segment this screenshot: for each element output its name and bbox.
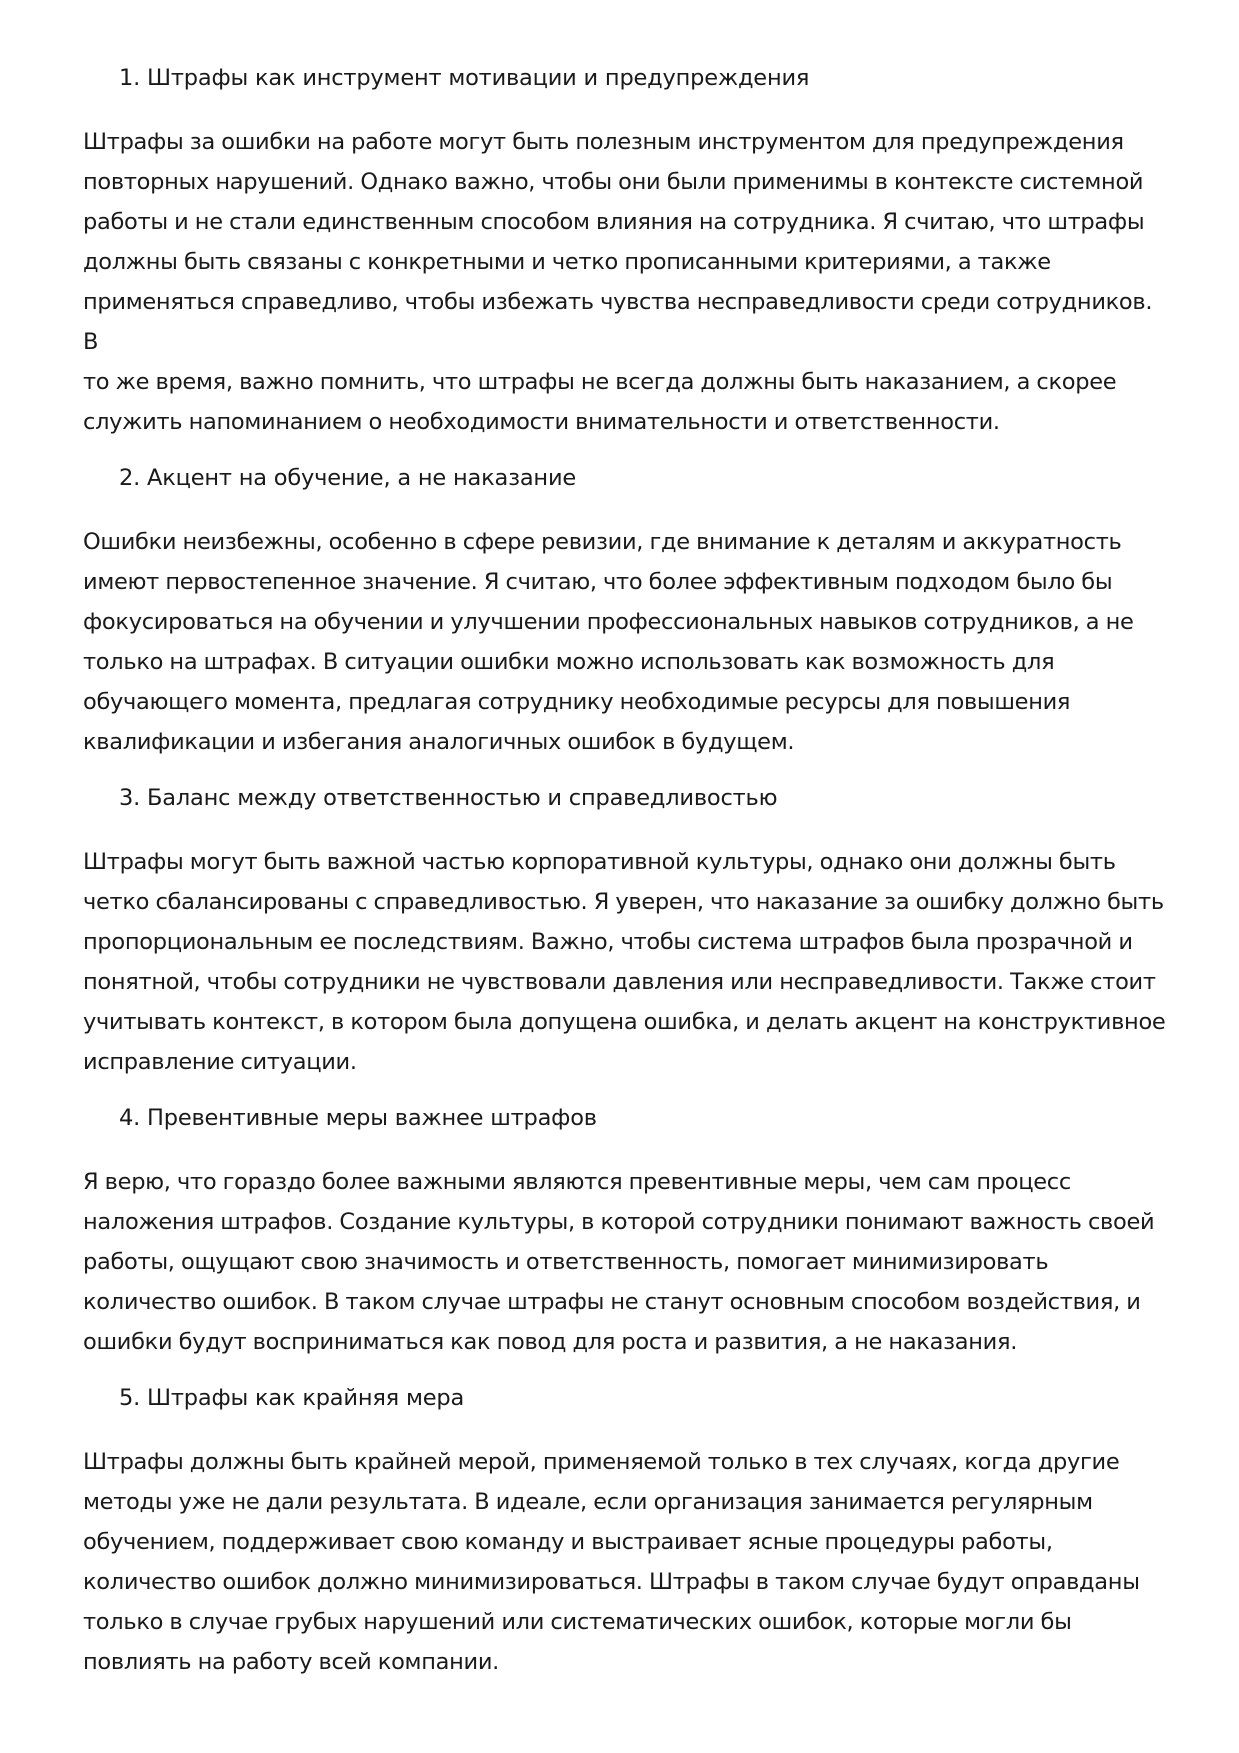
section-paragraph <box>83 1162 1173 1362</box>
paragraph-line: исправление ситуации. <box>83 1049 357 1075</box>
paragraph-line: имеют первостепенное значение. Я считаю, что более эффективным подходом было бы <box>83 569 1113 595</box>
paragraph-line: методы уже не дали результата. В идеале, если организация занимается регулярным <box>83 1489 1093 1515</box>
section-heading: 2. Акцент на обучение, а не наказание <box>119 465 577 491</box>
paragraph-line: должны быть связаны с конкретными и четко прописанными критериями, а также <box>83 249 1051 275</box>
paragraph-line: пропорциональным ее последствиям. Важно, чтобы система штрафов была прозрачной и <box>83 929 1133 955</box>
section-heading: 1. Штрафы как инструмент мотивации и предупреждения <box>119 65 810 91</box>
section-paragraph <box>83 122 1173 442</box>
section-paragraph <box>83 1442 1173 1682</box>
document-page <box>83 58 1173 1682</box>
section-5 <box>83 1378 1173 1682</box>
paragraph-line: ошибки будут восприниматься как повод для роста и развития, а не наказания. <box>83 1329 1018 1355</box>
paragraph-line: количество ошибок. В таком случае штрафы не станут основным способом воздействия, и <box>83 1289 1141 1315</box>
paragraph-line: Штрафы должны быть крайней мерой, применяемой только в тех случаях, когда другие <box>83 1449 1120 1475</box>
paragraph-line: понятной, чтобы сотрудники не чувствовали давления или несправедливости. Также стоит <box>83 969 1156 995</box>
paragraph-line: квалификации и избегания аналогичных ошибок в будущем. <box>83 729 795 755</box>
paragraph-line: наложения штрафов. Создание культуры, в которой сотрудники понимают важность своей <box>83 1209 1155 1235</box>
paragraph-line: обучающего момента, предлагая сотруднику необходимые ресурсы для повышения <box>83 689 1071 715</box>
paragraph-line: работы, ощущают свою значимость и ответственность, помогает минимизировать <box>83 1249 1049 1275</box>
paragraph-line: Ошибки неизбежны, особенно в сфере ревизии, где внимание к деталям и аккуратность <box>83 529 1122 555</box>
paragraph-line: только на штрафах. В ситуации ошибки можно использовать как возможность для <box>83 649 1055 675</box>
section-1 <box>83 58 1173 442</box>
paragraph-line: учитывать контекст, в котором была допущена ошибка, и делать акцент на конструктивное <box>83 1009 1166 1035</box>
paragraph-line: фокусироваться на обучении и улучшении профессиональных навыков сотрудников, а не <box>83 609 1134 635</box>
paragraph-line: повлиять на работу всей компании. <box>83 1649 500 1675</box>
section-4 <box>83 1098 1173 1362</box>
section-3 <box>83 778 1173 1082</box>
section-heading: 4. Превентивные меры важнее штрафов <box>119 1105 597 1131</box>
paragraph-line: Я верю, что гораздо более важными являются превентивные меры, чем сам процесс <box>83 1169 1071 1195</box>
paragraph-line: повторных нарушений. Однако важно, чтобы они были применимы в контексте системной <box>83 169 1144 195</box>
paragraph-line: работы и не стали единственным способом влияния на сотрудника. Я считаю, что штрафы <box>83 209 1145 235</box>
section-heading: 3. Баланс между ответственностью и справедливостью <box>119 785 778 811</box>
section-heading: 5. Штрафы как крайняя мера <box>119 1385 465 1411</box>
paragraph-line: только в случае грубых нарушений или систематических ошибок, которые могли бы <box>83 1609 1072 1635</box>
paragraph-line: количество ошибок должно минимизироваться. Штрафы в таком случае будут оправданы <box>83 1569 1140 1595</box>
paragraph-line: четко сбалансированы с справедливостью. Я уверен, что наказание за ошибку должно быть <box>83 889 1164 915</box>
paragraph-line: Штрафы могут быть важной частью корпоративной культуры, однако они должны быть <box>83 849 1116 875</box>
paragraph-line: служить напоминанием о необходимости внимательности и ответственности. <box>83 409 1000 435</box>
section-2 <box>83 458 1173 762</box>
paragraph-line: применяться справедливо, чтобы избежать чувства несправедливости среди сотрудников. В <box>83 289 1153 355</box>
section-paragraph <box>83 842 1173 1082</box>
paragraph-line: то же время, важно помнить, что штрафы не всегда должны быть наказанием, а скорее <box>83 369 1117 395</box>
section-paragraph <box>83 522 1173 762</box>
paragraph-line: Штрафы за ошибки на работе могут быть полезным инструментом для предупреждения <box>83 129 1124 155</box>
paragraph-line: обучением, поддерживает свою команду и выстраивает ясные процедуры работы, <box>83 1529 1053 1555</box>
